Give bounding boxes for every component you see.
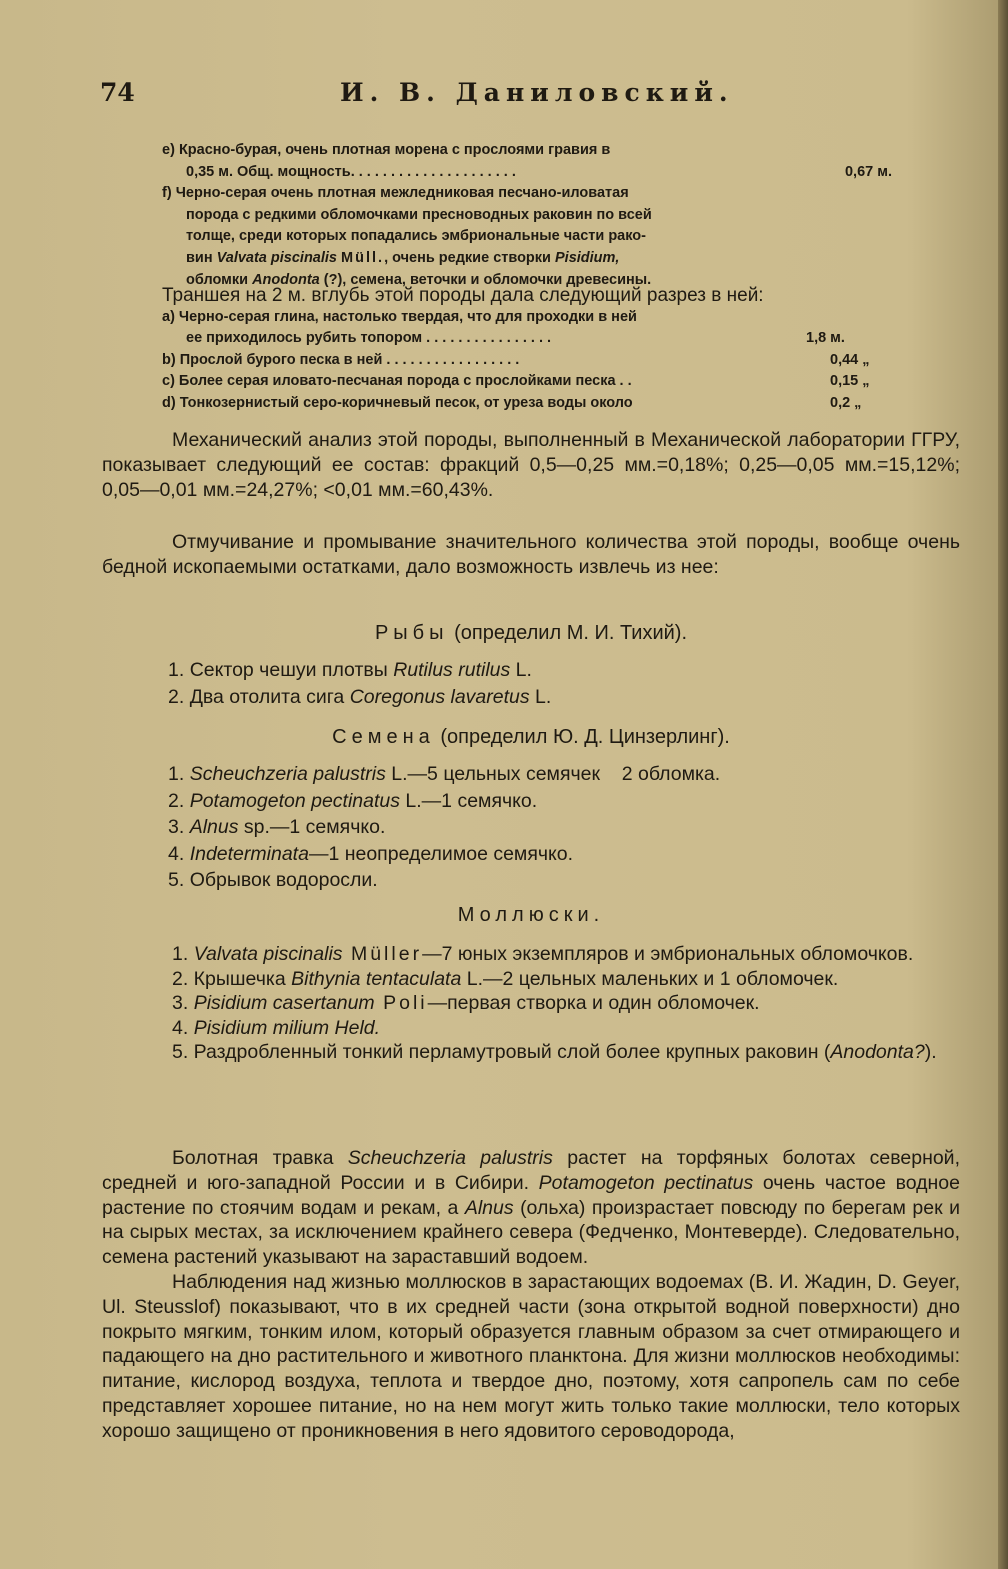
mechanical-analysis-paragraph bbox=[102, 428, 960, 502]
text-fragment: 3. bbox=[172, 992, 194, 1015]
text-fragment: L. bbox=[510, 659, 532, 681]
book-spine bbox=[998, 0, 1008, 1569]
list-item bbox=[102, 1016, 960, 1041]
text-fragment: (ольха) произрастает повсюду по берегам рек и на сырых местах, за исключением крайнего севера (Федченко, Монтеверде). Следовательно, семена растений указывают на зараставший водоем. bbox=[102, 1196, 960, 1269]
list-item bbox=[168, 684, 958, 711]
item-number: 1. bbox=[168, 659, 185, 681]
text-fragment: обломки bbox=[186, 271, 253, 288]
item-text: Красно-бурая, очень плотная морена с прослоями гравия в bbox=[178, 142, 611, 158]
text-fragment: , очень редкие створки bbox=[384, 249, 555, 266]
list-item bbox=[168, 841, 958, 868]
latin-name: Potamogeton pectinatus bbox=[538, 1171, 754, 1194]
text-fragment: растет на торфяных болотах северной, средней и юго-западной России и в Сибири. bbox=[102, 1147, 960, 1194]
text-fragment: 2. Крышечка bbox=[172, 967, 292, 990]
row-text: b) Прослой бурого песка в ней . . . . . . . . . . . . . . . . . bbox=[162, 351, 520, 368]
item-text: 0,35 м. Общ. мощность. . . . . . . . . . . . . . . . . . . . . bbox=[186, 163, 516, 180]
text-fragment: ). bbox=[924, 1041, 937, 1064]
item-text: толще, среди которых попадались эмбриональные части рако- bbox=[186, 228, 646, 245]
latin-name: Pisidium milium Held. bbox=[193, 1016, 381, 1039]
text-fragment: L.—1 семячко. bbox=[400, 789, 538, 812]
list-item bbox=[168, 814, 958, 841]
thickness-value: 0,2 „ bbox=[830, 394, 862, 411]
trench-row bbox=[162, 328, 892, 349]
latin-name: Potamogeton pectinatus bbox=[189, 789, 400, 812]
text-fragment: 4. bbox=[172, 1016, 194, 1039]
thickness-value: 1,8 м. bbox=[806, 330, 845, 347]
trench-row bbox=[162, 307, 892, 328]
thickness-value: 0,15 „ bbox=[830, 373, 870, 390]
item-text-line bbox=[162, 248, 892, 270]
text-fragment: 1. bbox=[172, 943, 194, 965]
thickness-value: 0,67 м. bbox=[844, 163, 892, 180]
text-fragment: Обрывок водоросли. bbox=[189, 869, 378, 891]
list-item bbox=[102, 967, 960, 992]
text-fragment: вин bbox=[186, 249, 217, 266]
thickness-value: 0,44 „ bbox=[830, 351, 870, 368]
latin-name: Valvata piscinalis bbox=[216, 249, 337, 266]
text-fragment: —первая створка и один обломочек. bbox=[427, 992, 760, 1015]
latin-name: Anodonta bbox=[252, 271, 320, 288]
latin-name: Scheuchzeria palustris bbox=[347, 1147, 553, 1169]
section-heading: Семена bbox=[332, 726, 435, 748]
latin-name: Pisidium, bbox=[555, 249, 620, 266]
seeds-section-title bbox=[102, 724, 960, 750]
latin-name: Bithynia tentaculata bbox=[291, 967, 462, 990]
mollusks-section-title bbox=[102, 902, 960, 928]
author-name: Müll. bbox=[341, 249, 385, 266]
trench-row bbox=[162, 393, 892, 414]
item-text: Черно-серая очень плотная межледниковая песчано-иловатая bbox=[175, 185, 629, 202]
latin-name: Anodonta? bbox=[830, 1041, 925, 1064]
latin-name: Scheuchzeria palustris bbox=[189, 763, 386, 785]
text-fragment: —1 неопределимое семячко. bbox=[308, 842, 574, 865]
moraine-list bbox=[162, 140, 892, 291]
latin-name: Pisidium casertanum bbox=[193, 992, 375, 1015]
text-fragment: sp.—1 семячко. bbox=[238, 816, 386, 838]
item-marker: e) bbox=[162, 142, 175, 158]
text-fragment: Сектор чешуи плотвы bbox=[189, 659, 394, 681]
section-heading: Моллюски. bbox=[457, 904, 605, 926]
running-title: И. В. Даниловский. bbox=[340, 78, 734, 107]
trench-section-list bbox=[162, 307, 892, 414]
text-fragment: L.—5 цельных семячек 2 обломка. bbox=[385, 763, 721, 785]
trench-row bbox=[162, 371, 892, 392]
item-number: 2. bbox=[168, 685, 185, 708]
list-item bbox=[168, 788, 958, 815]
washing-paragraph bbox=[102, 530, 960, 580]
author-name: Müller bbox=[342, 943, 423, 965]
item-number: 5. bbox=[168, 869, 185, 891]
fish-list bbox=[168, 657, 958, 710]
plants-paragraph bbox=[102, 1146, 960, 1270]
row-text: c) Более серая иловато-песчаная порода с прослойками песка . . bbox=[162, 373, 632, 390]
text-fragment: —7 юных экземпляров и эмбриональных обломочков. bbox=[422, 943, 914, 965]
section-attribution: (определил Ю. Д. Цинзерлинг). bbox=[440, 726, 730, 748]
list-item bbox=[168, 761, 958, 788]
item-number: 1. bbox=[168, 763, 185, 785]
row-text: a) Черно-серая глина, настолько твердая, что для проходки в ней bbox=[162, 309, 637, 325]
row-text: d) Тонкозернистый серо-коричневый песок, от уреза воды около bbox=[162, 394, 633, 411]
latin-name: Valvata piscinalis bbox=[193, 943, 343, 965]
list-item bbox=[102, 942, 960, 967]
mollusk-life-paragraph: Наблюдения над жизнью моллюсков в зарастающих водоемах (В. И. Жадин, D. Geyer, Ul. Steusslof) показывают, что в их средней части (зона открытой водной поверхности) дно покрыто мягким, тонким илом, который образуется главным образом за счет отмирающего и падающего на дно растительного и животного планктона. Для жизни моллюсков необходимы: питание, кислород воздуха, теплота и твердое дно, поэтому, хотя сапропель сам по себе представляет хорошее питание, но на нем могут жить только такие моллюски, тело которых хорошо защищено от проникновения в него ядовитого сероводорода, bbox=[102, 1270, 960, 1442]
paragraph-text: Механический анализ этой породы, выполненный в Механической лаборатории ГГРУ, показывает следующий ее состав: фракций 0,5—0,25 мм.=0,18%; 0,25—0,05 мм.=15,12%; 0,05—0,01 мм.=24,27%; <0,01 мм.=60,43%. bbox=[102, 429, 960, 501]
item-number: 4. bbox=[168, 842, 185, 865]
text-fragment: L. bbox=[529, 685, 552, 708]
latin-name: Rutilus rutilus bbox=[393, 659, 511, 681]
paragraph-text: Отмучивание и промывание значительного количества этой породы, вообще очень бедной ископаемыми остатками, дало возможность извлечь из нее: bbox=[102, 531, 960, 578]
trench-lead: Траншея на 2 м. вглубь этой породы дала следующий разрез в ней: bbox=[162, 285, 764, 306]
list-item bbox=[168, 657, 958, 684]
trench-row bbox=[162, 350, 892, 371]
row-text: ее приходилось рубить топором . . . . . . . . . . . . . . . . bbox=[186, 330, 552, 347]
item-number: 3. bbox=[168, 816, 185, 838]
text-fragment: 5. Раздробленный тонкий перламутровый слой более крупных раковин ( bbox=[172, 1041, 831, 1064]
item-text: порода с редкими обломочками пресноводных раковин по всей bbox=[186, 206, 652, 223]
latin-name: Indeterminata bbox=[189, 842, 309, 865]
page-header bbox=[100, 78, 948, 118]
section-heading: Рыбы bbox=[374, 622, 449, 644]
item-marker: f) bbox=[162, 185, 172, 202]
item-number: 2. bbox=[168, 789, 185, 812]
moraine-item-f bbox=[162, 183, 892, 291]
text-fragment: Болотная травка bbox=[172, 1147, 348, 1169]
list-item bbox=[102, 991, 960, 1016]
text-fragment: L.—2 цельных маленьких и 1 обломочек. bbox=[461, 967, 839, 990]
closing-paragraphs bbox=[102, 1146, 960, 1444]
page-number: 74 bbox=[100, 78, 135, 107]
latin-name: Alnus bbox=[189, 816, 239, 838]
list-item bbox=[102, 1040, 960, 1065]
latin-name: Alnus bbox=[464, 1196, 514, 1219]
section-attribution: (определил М. И. Тихий). bbox=[454, 622, 688, 644]
text-fragment: (?), семена, веточки и обломочки древесины. bbox=[319, 271, 652, 288]
seeds-list bbox=[168, 761, 958, 894]
text-fragment: очень частое водное растение по стоячим водам и рекам, а bbox=[102, 1171, 960, 1219]
latin-name: Coregonus lavaretus bbox=[349, 685, 530, 708]
text-fragment: Два отолита сига bbox=[189, 685, 350, 708]
moraine-item-e bbox=[162, 140, 892, 183]
author-name: Poli bbox=[374, 992, 428, 1015]
fish-section-title bbox=[102, 620, 960, 646]
mollusks-list bbox=[102, 942, 960, 1065]
list-item bbox=[168, 867, 958, 894]
